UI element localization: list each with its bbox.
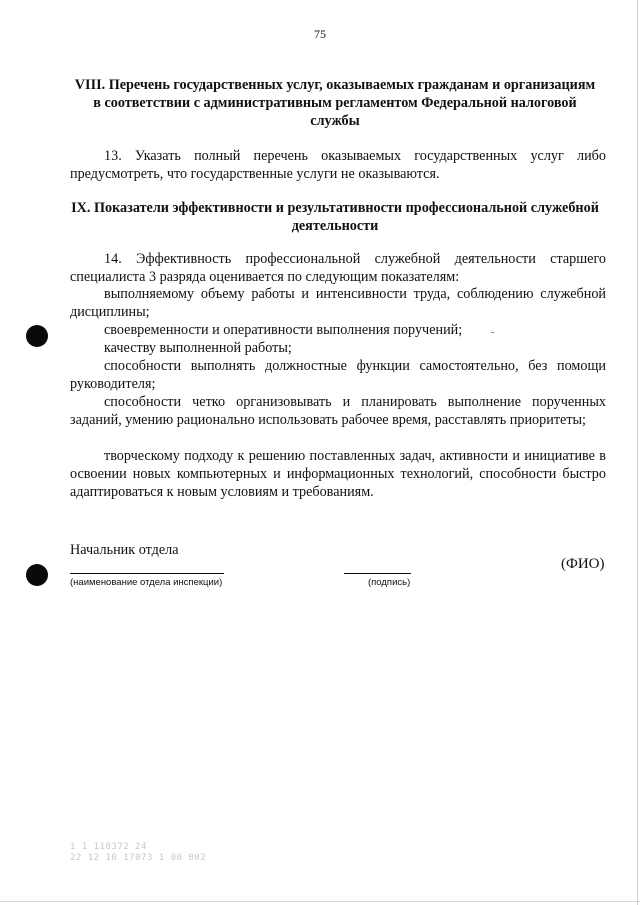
department-line bbox=[70, 573, 224, 574]
indicator-item: своевременности и оперативности выполнения поручений; bbox=[104, 322, 463, 338]
punch-hole-icon bbox=[26, 325, 48, 347]
signatory-title: Начальник отдела bbox=[70, 542, 179, 558]
paragraph-14: 14. Эффективность профессиональной служебной деятельности старшего специалиста 3 разряда оценивается по следующим показателям: bbox=[70, 251, 606, 285]
indicator-item: выполняемому объему работы и интенсивности труда, соблюдению служебной дисциплины; bbox=[70, 286, 606, 320]
signature-caption: (подпись) bbox=[368, 577, 411, 588]
department-caption: (наименование отдела инспекции) bbox=[70, 577, 223, 588]
paragraph-13: 13. Указать полный перечень оказываемых государственных услуг либо предусмотреть, что государственные услуги не оказываются. bbox=[70, 148, 606, 182]
signature-line bbox=[344, 573, 411, 574]
indicator-item: способности выполнять должностные функции самостоятельно, без помощи руководителя; bbox=[70, 358, 606, 392]
indicator-item: способности четко организовывать и планировать выполнение порученных заданий, умению рационально использовать рабочее время, расставлять приоритеты; bbox=[70, 394, 606, 428]
stamp-line-2: 22 12 10 17073 1 00 002 bbox=[70, 853, 207, 863]
stray-mark: - bbox=[491, 327, 495, 338]
section-9-heading: IX. Показатели эффективности и результативности профессиональной служебной деятельности bbox=[71, 200, 599, 234]
faint-stamp bbox=[70, 842, 206, 864]
page-edge-bottom bbox=[0, 901, 640, 902]
page-edge-right bbox=[637, 0, 638, 905]
indicator-item: качеству выполненной работы; bbox=[104, 340, 292, 356]
fio-label: (ФИО) bbox=[561, 556, 605, 572]
punch-hole-icon bbox=[26, 564, 48, 586]
page-number: 75 bbox=[314, 27, 326, 41]
section-8-heading: VIII. Перечень государственных услуг, оказываемых гражданам и организациям в соответствии с административным регламентом Федеральной налоговой службы bbox=[74, 77, 596, 129]
stamp-line-1: 1 1 110372 24 bbox=[70, 842, 147, 852]
indicator-item: творческому подходу к решению поставленных задач, активности и инициативе в освоении новых компьютерных и информационных технологий, способности быстро адаптироваться к новым условиям и требованиям. bbox=[70, 448, 606, 500]
